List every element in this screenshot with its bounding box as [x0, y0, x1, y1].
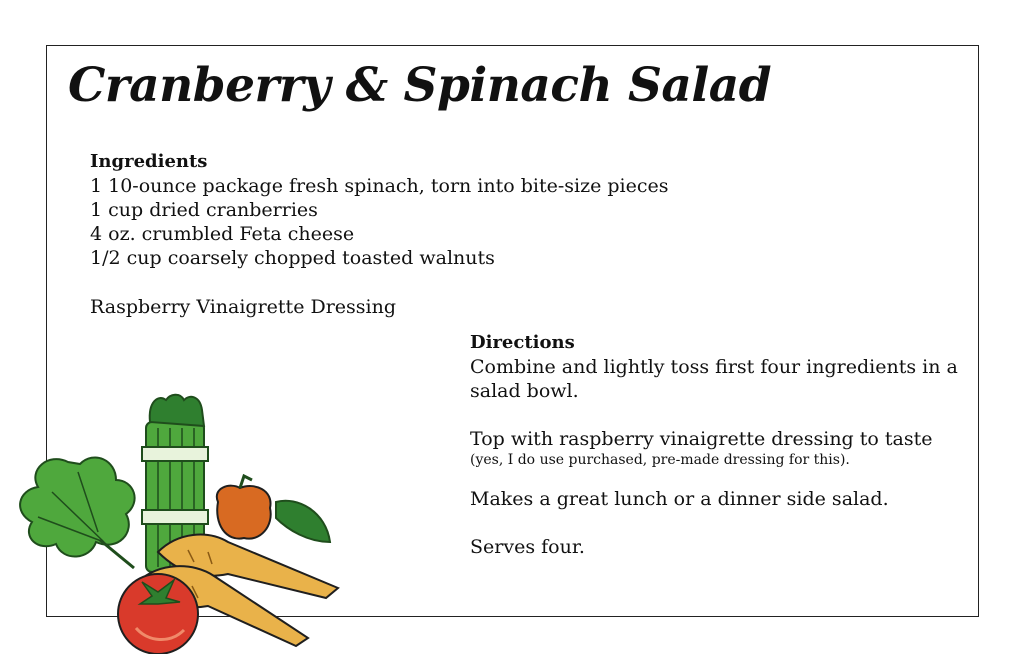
direction-step: Makes a great lunch or a dinner side salad. [470, 488, 889, 510]
direction-step: Top with raspberry vinaigrette dressing to taste [470, 428, 933, 450]
directions-section [470, 331, 970, 559]
pepper-icon [217, 476, 330, 542]
ingredients-section [90, 150, 669, 270]
ingredient-item: 1 cup dried cranberries [90, 199, 318, 221]
tomato-icon [118, 574, 198, 654]
dressing-line: Raspberry Vinaigrette Dressing [90, 296, 397, 318]
direction-step: Combine and lightly toss first four ingredients in a salad bowl. [470, 356, 958, 402]
ingredient-item: 1/2 cup coarsely chopped toasted walnuts [90, 247, 495, 269]
direction-note: (yes, I do use purchased, pre-made dressing for this). [470, 452, 850, 468]
vegetables-illustration-icon [8, 392, 348, 654]
ingredient-item: 4 oz. crumbled Feta cheese [90, 223, 355, 245]
direction-step: Serves four. [470, 536, 585, 558]
parsley-icon [20, 457, 135, 568]
directions-heading: Directions [470, 332, 575, 353]
ingredient-item: 1 10-ounce package fresh spinach, torn into bite-size pieces [90, 175, 669, 197]
recipe-title: Cranberry & Spinach Salad [68, 58, 772, 113]
ingredients-heading: Ingredients [90, 151, 208, 172]
